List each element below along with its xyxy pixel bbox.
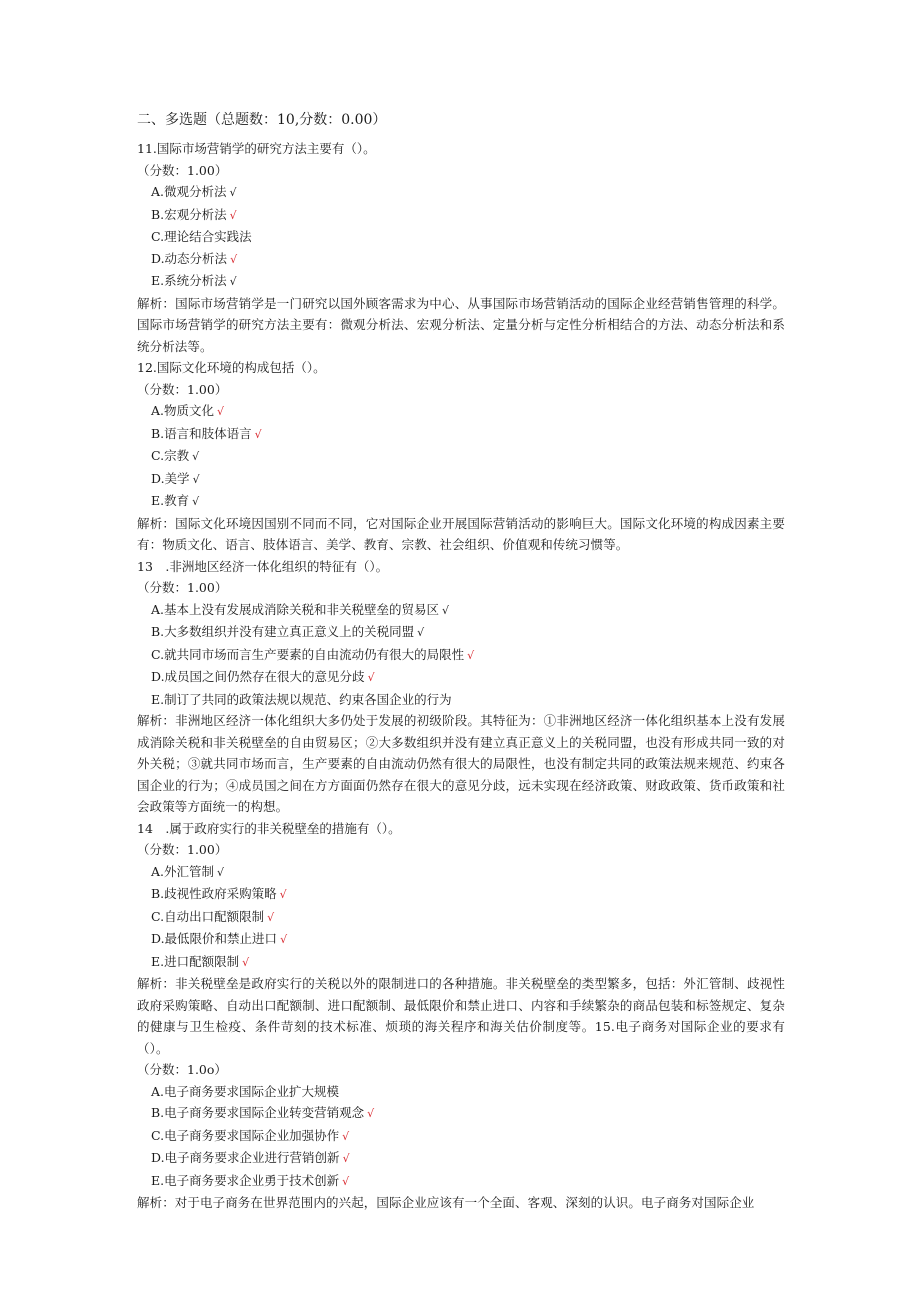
option-item: [137, 490, 785, 513]
checkmark-icon: √: [192, 495, 200, 508]
checkmark-icon: √: [342, 1174, 350, 1188]
option-text: A.电子商务要求国际企业扩大规模: [151, 1083, 340, 1099]
section-title: 二、多选题（总题数：10,分数：0.00）: [137, 112, 387, 128]
option-item: [137, 906, 785, 929]
option-item: [137, 928, 785, 951]
option-text: E.制订了共同的政策法规以规范、约束各国企业的行为: [151, 691, 452, 707]
question-block: [137, 138, 785, 357]
option-text: C.就共同市场而言生产要素的自由流动仍有很大的局限性: [151, 646, 465, 662]
option-item: [137, 181, 785, 204]
checkmark-icon: √: [254, 427, 262, 441]
option-text: C.电子商务要求国际企业加强协作: [151, 1127, 340, 1143]
checkmark-icon: √: [442, 603, 450, 617]
checkmark-icon: √: [192, 472, 200, 486]
option-item: [137, 1125, 785, 1148]
checkmark-icon: √: [229, 208, 237, 222]
option-item: [137, 621, 785, 644]
question-stem: 11.国际市场营销学的研究方法主要有（）。: [137, 141, 376, 156]
option-item: [137, 689, 785, 711]
question-stem: 14 .属于政府实行的非关税壁垒的措施有（）。: [137, 820, 401, 836]
option-text: B.电子商务要求国际企业转变营销观念: [151, 1105, 365, 1120]
checkmark-icon: √: [367, 1107, 375, 1120]
analysis-paragraph: 解析：非关税壁垒是政府实行的关税以外的限制进口的各种措施。非关税壁垒的类型繁多，包括：外汇管制、歧视性政府采购策略、自动出口配额制、进口配额制、最低限价和禁止进口、内容和手续繁杂的商品包装和标签规定、复杂的健康与卫生检疫、条件苛刻的技术标准、烦琐的海关程序和海关估价制度等。15.电子商务对国际企业的要求有（）。: [137, 976, 785, 1056]
checkmark-icon: √: [217, 865, 225, 879]
option-text: E.进口配额限制: [151, 953, 240, 969]
checkmark-icon: √: [280, 933, 288, 946]
question-score: （分数：1.00）: [137, 580, 228, 595]
option-text: C.理论结合实践法: [151, 229, 252, 244]
question-list: [137, 138, 785, 1214]
option-item: [137, 1170, 785, 1193]
option-item: [137, 226, 785, 248]
checkmark-icon: √: [242, 955, 250, 969]
analysis-paragraph: 解析：国际文化环境因国别不同而不同，它对国际企业开展国际营销活动的影响巨大。国际文化环境的构成因素主要有：物质文化、语言、肢体语言、美学、教育、宗教、社会组织、价值观和传统习惯等。: [137, 515, 785, 552]
checkmark-icon: √: [279, 888, 287, 901]
option-item: [137, 400, 785, 423]
analysis-paragraph: 解析：非洲地区经济一体化组织大多仍处于发展的初级阶段。其特征为：①非洲地区经济一体化组织基本上没有发展成消除关税和非关税壁垒的自由贸易区；②大多数组织并没有建立真正意义上的关税同盟，也没有形成共同一致的对外关税；③就共同市场而言，生产要素的自由流动仍然有很大的局限性，也没有制定共同的政策法规来规范、约束各国企业的行为；④成员国之间在方方面面仍然存在很大的意见分歧，远未实现在经济政策、财政政策、货币政策和社会政策等方面统一的构想。: [137, 713, 785, 814]
analysis-paragraph: 解析：对于电子商务在世界范围内的兴起，国际企业应该有一个全面、客观、深刻的认识。电子商务对国际企业: [137, 1195, 755, 1210]
option-text: B.宏观分析法: [151, 206, 227, 222]
checkmark-icon: √: [230, 252, 238, 266]
option-item: [137, 644, 785, 667]
option-item: [137, 1102, 785, 1125]
checkmark-icon: √: [467, 648, 475, 662]
checkmark-icon: √: [267, 910, 275, 924]
option-text: D.美学: [151, 470, 190, 486]
option-text: A.微观分析法: [151, 184, 227, 199]
question-block: [137, 357, 785, 556]
checkmark-icon: √: [229, 275, 237, 288]
option-text: C.自动出口配额限制: [151, 908, 265, 924]
option-text: D.最低限价和禁止进口: [151, 931, 278, 946]
checkmark-icon: √: [417, 626, 425, 639]
option-text: B.歧视性政府采购策略: [151, 886, 277, 901]
analysis-paragraph: 解析：国际市场营销学是一门研究以国外顾客需求为中心、从事国际市场营销活动的国际企业经营销售管理的科学。国际市场营销学的研究方法主要有：微观分析法、宏观分析法、定量分析与定性分析相结合的方法、动态分析法和系统分析法等。: [137, 295, 785, 354]
option-item: [137, 599, 785, 622]
option-item: [137, 951, 785, 974]
question-stem: 12.国际文化环境的构成包括（）。: [137, 360, 326, 375]
option-item: [137, 248, 785, 271]
option-text: D.成员国之间仍然存在很大的意见分歧: [151, 669, 365, 684]
checkmark-icon: √: [217, 405, 225, 418]
option-text: A.基本上没有发展成消除关税和非关税壁垒的贸易区: [151, 601, 440, 617]
option-item: [137, 883, 785, 906]
option-text: E.教育: [151, 493, 190, 508]
option-item: [137, 423, 785, 446]
option-text: A.物质文化: [151, 403, 215, 418]
option-text: E.电子商务要求企业勇于技术创新: [151, 1172, 340, 1188]
option-text: B.语言和肢体语言: [151, 425, 252, 441]
checkmark-icon: √: [342, 1129, 350, 1143]
checkmark-icon: √: [192, 450, 200, 463]
option-item: [137, 666, 785, 689]
checkmark-icon: √: [342, 1152, 350, 1165]
question-score: （分数：1.00）: [137, 842, 228, 857]
question-score: （分数：1.00）: [137, 381, 228, 397]
question-score: （分数：1.0o）: [137, 1062, 227, 1077]
option-text: A.外汇管制: [151, 863, 215, 879]
option-text: C.宗教: [151, 448, 190, 463]
document-content: [137, 108, 785, 1214]
question-block: [137, 818, 785, 1060]
option-text: D.电子商务要求企业进行营销创新: [151, 1150, 340, 1165]
option-item: [137, 204, 785, 227]
question-stem: 13 .非洲地区经济一体化组织的特征有（）。: [137, 558, 389, 574]
question-block: [137, 556, 785, 818]
question-score: （分数：1.00）: [137, 162, 228, 178]
option-item: [137, 1147, 785, 1170]
question-block: [137, 1059, 785, 1214]
option-text: D.动态分析法: [151, 250, 228, 266]
checkmark-icon: √: [229, 186, 237, 199]
option-item: [137, 861, 785, 884]
option-item: [137, 445, 785, 468]
checkmark-icon: √: [367, 671, 375, 684]
option-text: B.大多数组织并没有建立真正意义上的关税同盟: [151, 624, 415, 639]
option-item: [137, 1081, 785, 1103]
option-text: E.系统分析法: [151, 273, 227, 288]
option-item: [137, 270, 785, 293]
option-item: [137, 468, 785, 491]
